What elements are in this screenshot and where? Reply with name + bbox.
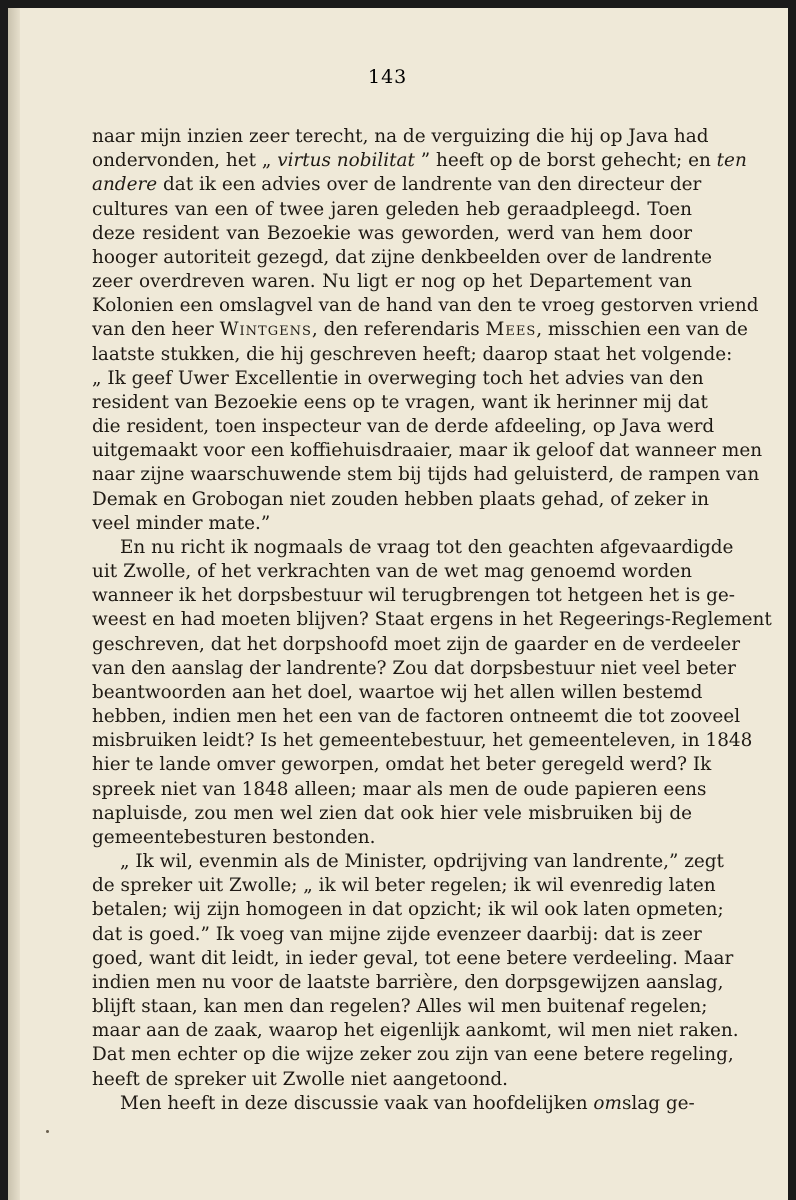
text-run: Demak en Grobogan niet zouden hebben plaats gehad, of zeker in [92, 488, 709, 510]
text-line [92, 463, 760, 487]
text-line [92, 947, 734, 971]
italic-text: andere [92, 174, 158, 196]
text-run: „ Ik geef Uwer Excellentie in overweging toch het advies van den [92, 367, 704, 389]
text-line [92, 1019, 739, 1043]
text-line [92, 536, 734, 560]
text-line [92, 681, 703, 705]
text-run: veel minder mate.” [92, 512, 271, 534]
text-line [92, 415, 715, 439]
text-line [92, 633, 741, 657]
text-line [92, 222, 692, 246]
text-run: zeer overdreven waren. Nu ligt er nog op het Departement van [92, 271, 692, 293]
text-run: cultures van een of twee jaren geleden heb geraadpleegd. Toen [92, 198, 692, 220]
text-run: weest en had moeten blijven? Staat ergens in het Regeerings-Reglement [92, 609, 772, 631]
text-line [92, 850, 724, 874]
text-run: van den aanslag der landrente? Zou dat dorpsbestuur niet veel beter [92, 657, 736, 679]
text-run: ” heeft op de borst gehecht; en [414, 150, 717, 172]
text-run: uitgemaakt voor een koffiehuisdraaier, maar ik geloof dat wanneer men [92, 440, 763, 462]
text-line [92, 318, 748, 342]
text-run: die resident, toen inspecteur van de derde afdeeling, op Java werd [92, 416, 715, 438]
text-run: indien men nu voor de laatste barrière, den dorpsgewijzen aanslag, [92, 971, 724, 993]
text-line [92, 608, 772, 632]
book-page [8, 8, 788, 1200]
text-run: , den referendaris [311, 319, 486, 341]
text-run: En nu richt ik nogmaals de vraag tot den geachten afgevaardigde [120, 536, 734, 558]
text-run: Kolonien een omslagvel van de hand van den te vroeg gestorven vriend [92, 295, 759, 317]
text-run: misbruiken leidt? Is het gemeentebestuur, het gemeenteleven, in 1848 [92, 730, 753, 752]
page-edge-shadow [8, 8, 20, 1200]
text-line [92, 391, 708, 415]
text-line [92, 826, 692, 850]
text-line [92, 367, 704, 391]
text-line [92, 149, 747, 173]
text-line [92, 1068, 692, 1092]
text-run: dat ik een advies over de landrente van den directeur der [157, 174, 702, 196]
page-number: 143 [368, 66, 408, 88]
text-run: , misschien een van de [536, 319, 748, 341]
text-run: napluisde, zou men wel zien dat ook hier vele misbruiken bij de [92, 802, 692, 824]
text-run: hier te lande omver geworpen, omdat het beter geregeld werd? Ik [92, 754, 712, 776]
text-line [92, 705, 741, 729]
text-run: spreek niet van 1848 alleen; maar als men de oude papieren eens [92, 778, 707, 800]
text-run: gemeentebesturen bestonden. [92, 826, 376, 848]
text-run: heeft de spreker uit Zwolle niet aangetoond. [92, 1068, 509, 1090]
text-line [92, 971, 724, 995]
text-run: dat is goed.” Ik voeg van mijne zijde evenzeer daarbij: dat is zeer [92, 923, 702, 945]
text-line [92, 995, 708, 1019]
italic-text: virtus nobilitat [277, 150, 415, 172]
text-line [92, 802, 692, 826]
text-run: resident van Bezoekie eens op te vragen, want ik herinner mij dat [92, 391, 708, 413]
text-run: beantwoorden aan het doel, waartoe wij het allen willen bestemd [92, 681, 703, 703]
text-run: laatste stukken, die hij geschreven heeft; daarop staat het volgende: [92, 343, 733, 365]
margin-speck [46, 1130, 49, 1133]
text-line [92, 584, 736, 608]
text-run: naar mijn inzien zeer terecht, na de verguizing die hij op Java had [92, 126, 709, 147]
text-run: slag ge- [621, 1092, 695, 1114]
italic-text: om [593, 1092, 622, 1114]
text-line [92, 560, 692, 584]
text-run: hooger autoriteit gezegd, dat zijne denkbeelden over de landrente [92, 246, 713, 268]
text-run: „ Ik wil, evenmin als de Minister, opdrijving van landrente,” zegt [120, 851, 724, 873]
text-run: blijft staan, kan men dan regelen? Alles wil men buitenaf regelen; [92, 996, 708, 1018]
text-line [92, 198, 692, 222]
text-line [92, 729, 753, 753]
text-run: uit Zwolle, of het verkrachten van de wet mag genoemd worden [92, 561, 692, 583]
text-line [92, 874, 716, 898]
text-line [92, 246, 713, 270]
text-run: Dat men echter op die wijze zeker zou zijn van eene betere regeling, [92, 1044, 734, 1066]
text-line [92, 439, 763, 463]
text-line [92, 488, 709, 512]
name-smallcaps: Wintgens [219, 319, 312, 341]
text-line [92, 753, 712, 777]
text-line [92, 1043, 734, 1067]
text-line [92, 125, 709, 149]
text-run: van den heer [92, 319, 220, 341]
text-run: maar aan de zaak, waarop het eigenlijk aankomt, wil men niet raken. [92, 1020, 739, 1042]
text-line [92, 1092, 695, 1116]
text-line [92, 173, 702, 197]
text-line [92, 270, 692, 294]
text-line [92, 657, 736, 681]
text-run: naar zijne waarschuwende stem bij tijds had geluisterd, de rampen van [92, 464, 760, 486]
text-run: wanneer ik het dorpsbestuur wil terugbrengen tot hetgeen het is ge- [92, 585, 736, 607]
text-run: geschreven, dat het dorpshoofd moet zijn de gaarder en de verdeeler [92, 633, 741, 655]
text-run: Men heeft in deze discussie vaak van hoofdelijken [120, 1092, 594, 1114]
text-line [92, 512, 692, 536]
italic-text: ten [716, 150, 747, 172]
name-smallcaps: Mees [485, 319, 537, 341]
text-line [92, 778, 707, 802]
text-run: hebben, indien men het een van de factoren ontneemt die tot zooveel [92, 706, 741, 728]
text-line [92, 294, 759, 318]
text-line [92, 898, 724, 922]
text-run: deze resident van Bezoekie was geworden, werd van hem door [92, 222, 692, 244]
text-run: goed, want dit leidt, in ieder geval, tot eene betere verdeeling. Maar [92, 947, 734, 969]
text-line [92, 923, 702, 947]
text-run: ondervonden, het „ [92, 150, 278, 172]
text-run: de spreker uit Zwolle; „ ik wil beter regelen; ik wil evenredig laten [92, 875, 716, 897]
text-line [92, 343, 733, 367]
text-run: betalen; wij zijn homogeen in dat opzicht; ik wil ook laten opmeten; [92, 899, 724, 921]
